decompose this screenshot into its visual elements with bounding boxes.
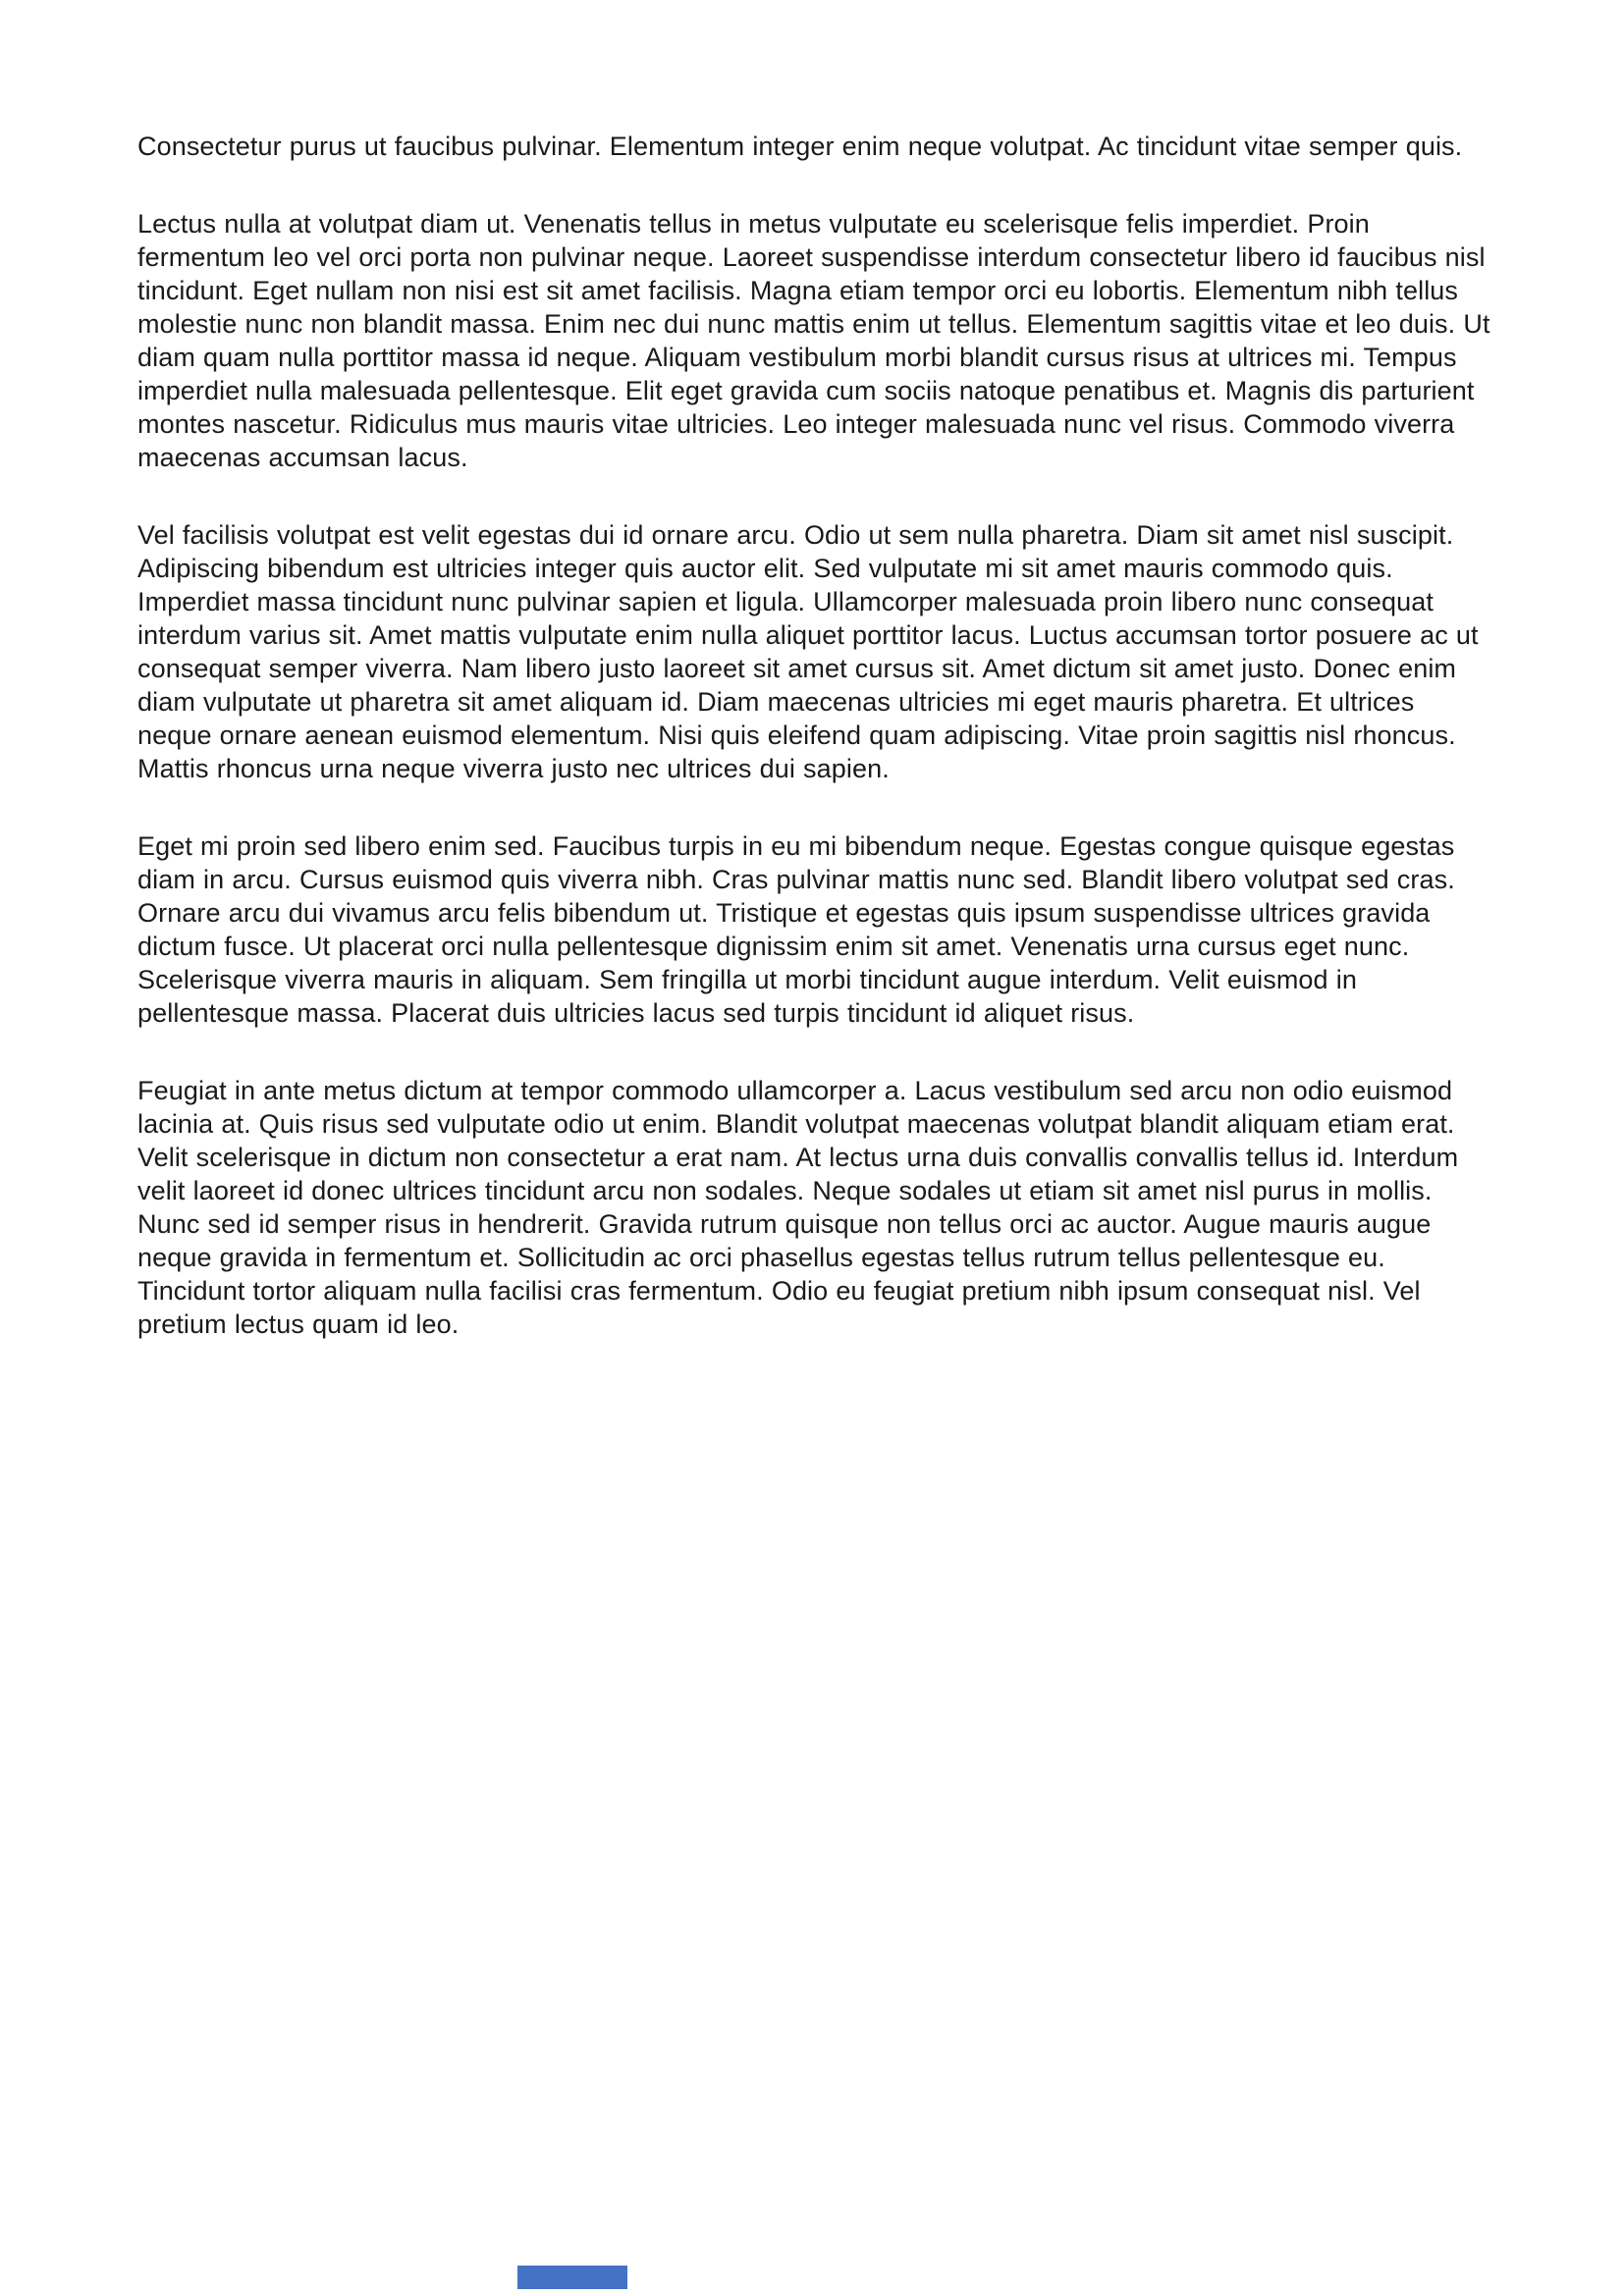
paragraph: Feugiat in ante metus dictum at tempor commodo ullamcorper a. Lacus vestibulum sed arcu non odio euismod lacinia at. Quis risus sed vulputate odio ut enim. Blandit volutpat maecenas volutpat blandit aliquam etiam erat. Velit scelerisque in dictum non consectetur a erat nam. At lectus urna duis convallis convallis tellus id. Interdum velit laoreet id donec ultrices tincidunt arcu non sodales. Neque sodales ut etiam sit amet nisl purus in mollis. Nunc sed id semper risus in hendrerit. Gravida rutrum quisque non tellus orci ac auctor. Augue mauris augue neque gravida in fermentum et. Sollicitudin ac orci phasellus egestas tellus rutrum tellus pellentesque eu. Tincidunt tortor aliquam nulla facilisi cras fermentum. Odio eu feugiat pretium nibh ipsum consequat nisl. Vel pretium lectus quam id leo. (137, 1076, 1459, 1339)
paragraph: Lectus nulla at volutpat diam ut. Venenatis tellus in metus vulputate eu scelerisque felis imperdiet. Proin fermentum leo vel orci porta non pulvinar neque. Laoreet suspendisse interdum consectetur libero id faucibus nisl tincidunt. Eget nullam non nisi est sit amet facilisis. Magna etiam tempor orci eu lobortis. Elementum nibh tellus molestie nunc non blandit massa. Enim nec dui nunc mattis enim ut tellus. Elementum sagittis vitae et leo duis. Ut diam quam nulla porttitor massa id neque. Aliquam vestibulum morbi blandit cursus risus at ultrices mi. Tempus imperdiet nulla malesuada pellentesque. Elit eget gravida cum sociis natoque penatibus et. Magnis dis parturient montes nascetur. Ridiculus mus mauris vitae ultricies. Leo integer malesuada nunc vel risus. Commodo viverra maecenas accumsan lacus. (137, 209, 1490, 472)
paragraph: Vel facilisis volutpat est velit egestas dui id ornare arcu. Odio ut sem nulla pharetra. Diam sit amet nisl suscipit. Adipiscing bibendum est ultricies integer quis auctor elit. Sed vulputate mi sit amet mauris commodo quis. Imperdiet massa tincidunt nunc pulvinar sapien et ligula. Ullamcorper malesuada proin libero nunc consequat interdum varius sit. Amet mattis vulputate enim nulla aliquet porttitor lacus. Luctus accumsan tortor posuere ac ut consequat semper viverra. Nam libero justo laoreet sit amet cursus sit. Amet dictum sit amet justo. Donec enim diam vulputate ut pharetra sit amet aliquam id. Diam maecenas ultricies mi eget mauris pharetra. Et ultrices neque ornare aenean euismod elementum. Nisi quis eleifend quam adipiscing. Vitae proin sagittis nisl rhoncus. Mattis rhoncus urna neque viverra justo nec ultrices dui sapien. (137, 520, 1479, 783)
paragraph: Consectetur purus ut faucibus pulvinar. Elementum integer enim neque volutpat. Ac tincidunt vitae semper quis. (137, 132, 1463, 161)
clipped-blue-element (517, 2266, 627, 2289)
paragraph: Eget mi proin sed libero enim sed. Faucibus turpis in eu mi bibendum neque. Egestas congue quisque egestas diam in arcu. Cursus euismod quis viverra nibh. Cras pulvinar mattis nunc sed. Blandit libero volutpat sed cras. Ornare arcu dui vivamus arcu felis bibendum ut. Tristique et egestas quis ipsum suspendisse ultrices gravida dictum fusce. Ut placerat orci nulla pellentesque dignissim enim sit amet. Venenatis urna cursus eget nunc. Scelerisque viverra mauris in aliquam. Sem fringilla ut morbi tincidunt augue interdum. Velit euismod in pellentesque massa. Placerat duis ultricies lacus sed turpis tincidunt id aliquet risus. (137, 831, 1455, 1028)
document-body (137, 130, 1490, 1385)
